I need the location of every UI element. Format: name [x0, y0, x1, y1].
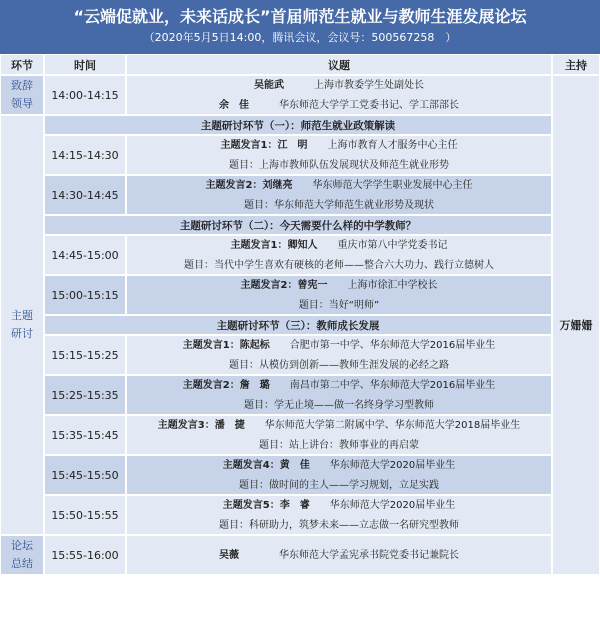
- header-time: 时间: [74, 58, 96, 72]
- session-title: 主题研讨环节（二）：今天需要什么样的中学教师？: [179, 220, 417, 232]
- talk-speaker-name: 潘 捷: [214, 420, 245, 431]
- talk-topic: 题目：做时间的主人——学习规划，立足实践: [239, 480, 439, 491]
- opening-speaker: [133, 96, 545, 115]
- talk-agenda-cell: [126, 175, 552, 215]
- talk-agenda-cell: [126, 375, 552, 415]
- talk-speaker-name: 曾宪一: [297, 280, 328, 291]
- talk-speaker-line: [133, 456, 545, 476]
- header-phase: 环节: [11, 58, 33, 72]
- host-cell: [552, 75, 600, 575]
- talk-time-cell: [44, 375, 126, 415]
- talk-speaker-line: [133, 136, 545, 156]
- speaker-role: 华东师范大学孟宪承书院党委书记兼院长: [279, 550, 459, 561]
- header-phase-cell: [0, 54, 44, 75]
- opening-time-cell: [44, 75, 126, 115]
- talk-speaker-role: 华东师范大学2020届毕业生: [329, 460, 456, 471]
- phase-opening-line: 领导: [11, 97, 33, 110]
- talk-label: 主题发言1：: [220, 140, 278, 151]
- talk-speaker-role: 南昌市第二中学、华东师范大学2016届毕业生: [289, 380, 496, 391]
- phase-closing-line: 论坛: [11, 539, 33, 552]
- talk-speaker-line: [133, 416, 545, 436]
- talk-speaker-role: 合肥市第一中学、华东师范大学2016届毕业生: [289, 340, 496, 351]
- phase-opening: [11, 77, 33, 113]
- speaker-name: 吴薇: [219, 550, 239, 561]
- phase-opening-line: 致辞: [11, 79, 33, 92]
- closing-agenda-cell: [126, 535, 552, 575]
- talk-topic: 题目：科研助力，筑梦未来——立志做一名研究型教师: [219, 520, 459, 531]
- talk-topic: 题目：从模仿到创新——教师生涯发展的必经之路: [229, 360, 449, 371]
- header-host: 主持: [565, 58, 587, 72]
- talk-label: 主题发言2：: [182, 380, 240, 391]
- talk-time: 14:15-14:30: [51, 148, 119, 162]
- header-banner: [0, 0, 600, 54]
- talk-speaker-role: 华东师范大学学生职业发展中心主任: [312, 180, 473, 191]
- talk-label: 主题发言2：: [240, 280, 298, 291]
- opening-speaker: [133, 76, 545, 96]
- talk-time: 15:15-15:25: [51, 348, 119, 362]
- talk-time-cell: [44, 135, 126, 175]
- talk-time: 15:00-15:15: [51, 288, 119, 302]
- talk-speaker-line: [133, 376, 545, 396]
- phase-closing-cell: [0, 535, 44, 575]
- talk-speaker-role: 华东师范大学第二附属中学、华东师范大学2018届毕业生: [264, 420, 521, 431]
- talk-topic: 题目：当好“明师”: [298, 300, 380, 311]
- phase-main: [11, 307, 33, 343]
- talk-time: 15:35-15:45: [51, 428, 119, 442]
- phase-main-line: 主题: [11, 309, 33, 322]
- talk-time: 14:30-14:45: [51, 188, 119, 202]
- closing-time-cell: [44, 535, 126, 575]
- talk-agenda-cell: [126, 235, 552, 275]
- talk-agenda-cell: [126, 495, 552, 535]
- speaker-name: 吴能武: [254, 80, 284, 91]
- opening-agenda-cell: [126, 75, 552, 115]
- talk-speaker-role: 华东师范大学2020届毕业生: [329, 500, 456, 511]
- session-title: 主题研讨环节（一）：师范生就业政策解读: [200, 120, 396, 132]
- talk-time: 15:50-15:55: [51, 508, 119, 522]
- talk-topic: 题目：上海市教师队伍发展现状及师范生就业形势: [229, 160, 449, 171]
- opening-time: 14:00-14:15: [51, 88, 119, 102]
- talk-label: 主题发言4：: [222, 460, 280, 471]
- talk-time-cell: [44, 175, 126, 215]
- header-time-cell: [44, 54, 126, 75]
- closing-time: 15:55-16:00: [51, 548, 119, 562]
- talk-agenda-cell: [126, 415, 552, 455]
- speaker-name: 余 佳: [219, 100, 249, 111]
- talk-speaker-name: 李 睿: [279, 500, 310, 511]
- talk-agenda-cell: [126, 135, 552, 175]
- forum-title: “云端促就业，未来话成长”首届师范生就业与教师生涯发展论坛: [73, 7, 527, 26]
- talk-speaker-line: [133, 496, 545, 516]
- talk-speaker-role: 上海市教育人才服务中心主任: [327, 140, 458, 151]
- talk-agenda-cell: [126, 275, 552, 315]
- speaker-role: 上海市教委学生处副处长: [314, 80, 424, 91]
- talk-time: 15:25-15:35: [51, 388, 119, 402]
- talk-label: 主题发言3：: [157, 420, 215, 431]
- talk-speaker-line: [133, 336, 545, 356]
- phase-closing: [11, 537, 33, 573]
- talk-speaker-name: 刘继亮: [262, 180, 293, 191]
- session-title-cell: [44, 315, 552, 335]
- talk-topic: 题目：学无止境——做一名终身学习型教师: [244, 400, 434, 411]
- talk-speaker-line: [133, 176, 545, 196]
- phase-main-line: 研讨: [11, 327, 33, 340]
- talk-speaker-line: [133, 276, 545, 296]
- phase-closing-line: 总结: [11, 557, 33, 570]
- header-agenda-cell: [126, 54, 552, 75]
- talk-topic: 题目：华东师范大学师范生就业形势及现状: [244, 200, 434, 211]
- talk-agenda-cell: [126, 335, 552, 375]
- talk-speaker-name: 江 明: [277, 140, 308, 151]
- talk-time-cell: [44, 455, 126, 495]
- talk-label: 主题发言1：: [230, 240, 288, 251]
- talk-time: 14:45-15:00: [51, 248, 119, 262]
- talk-speaker-line: [133, 236, 545, 256]
- talk-topic: 题目：当代中学生喜欢有硬核的老师——整合六大功力、践行立德树人: [184, 260, 494, 271]
- talk-topic: 题目：站上讲台：教师事业的再启蒙: [259, 440, 419, 451]
- forum-subtitle: （2020年5月5日14:00，腾讯会议，会议号：500567258 ）: [143, 31, 457, 44]
- session-title-cell: [44, 115, 552, 135]
- talk-time-cell: [44, 415, 126, 455]
- phase-opening-cell: [0, 75, 44, 115]
- phase-main-cell: [0, 115, 44, 535]
- closing-speaker: [133, 546, 545, 566]
- talk-time-cell: [44, 335, 126, 375]
- header-agenda: 议题: [328, 58, 350, 72]
- talk-agenda-cell: [126, 455, 552, 495]
- talk-speaker-name: 黄 佳: [279, 460, 310, 471]
- talk-label: 主题发言1：: [182, 340, 240, 351]
- header-host-cell: [552, 54, 600, 75]
- talk-time-cell: [44, 495, 126, 535]
- talk-speaker-role: 上海市徐汇中学校长: [347, 280, 438, 291]
- talk-speaker-name: 詹 璐: [239, 380, 270, 391]
- talk-speaker-role: 重庆市第八中学党委书记: [337, 240, 448, 251]
- host-name: 万姗姗: [559, 319, 593, 332]
- talk-speaker-name: 陈起标: [239, 340, 270, 351]
- session-title: 主题研讨环节（三）：教师成长发展: [216, 320, 380, 332]
- talk-time: 15:45-15:50: [51, 468, 119, 482]
- talk-time-cell: [44, 275, 126, 315]
- speaker-role: 华东师范大学学工党委书记、学工部部长: [279, 100, 459, 111]
- talk-speaker-name: 卿知人: [287, 240, 318, 251]
- session-title-cell: [44, 215, 552, 235]
- talk-time-cell: [44, 235, 126, 275]
- talk-label: 主题发言2：: [205, 180, 263, 191]
- talk-label: 主题发言5：: [222, 500, 280, 511]
